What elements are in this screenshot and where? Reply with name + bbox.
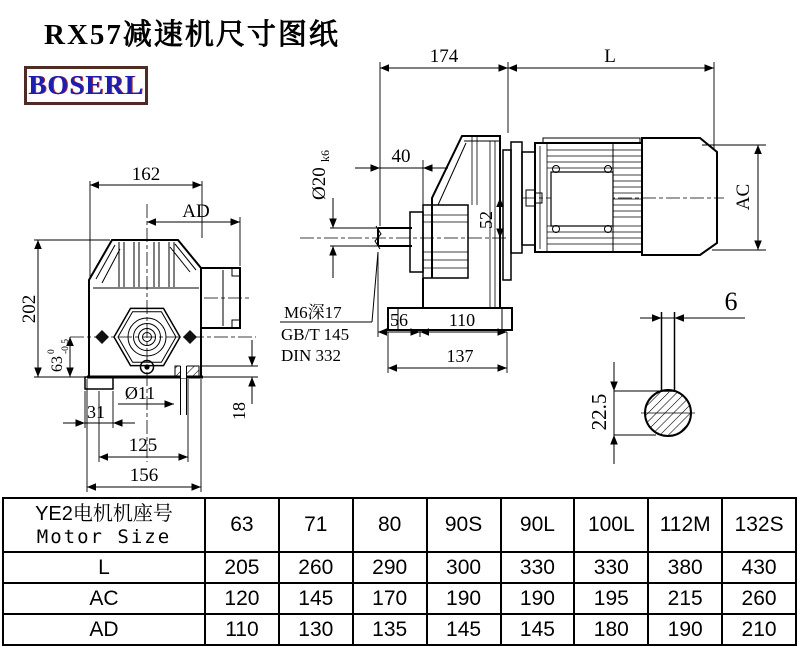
cell: 135 [353, 614, 427, 645]
motor-nameplate [551, 172, 613, 226]
cell: 170 [353, 583, 427, 614]
svg-text:Ø20: Ø20 [309, 167, 330, 200]
standard-din: DIN 332 [281, 346, 341, 365]
cell: 130 [279, 614, 353, 645]
front-view [19, 164, 258, 492]
dim-l-label: L [604, 46, 616, 67]
dim-40-label: 40 [391, 146, 411, 167]
dim-56-label: 56 [390, 310, 408, 330]
row-label: L [3, 552, 205, 583]
header-en: Motor Size [36, 526, 172, 548]
page-title: RX57减速机尺寸图纸 [44, 19, 340, 51]
dim-ad-label: AD [182, 201, 210, 222]
dim-137-label: 137 [446, 346, 474, 366]
bolt-marker-left [95, 330, 109, 344]
col-header: 100L [574, 498, 648, 552]
dim-125-label: 125 [128, 435, 158, 456]
dim-22-5-label: 22.5 [587, 393, 611, 431]
table-row-L [3, 552, 796, 583]
table-row-AD [3, 614, 796, 645]
cell: 260 [722, 583, 796, 614]
cell: 180 [574, 614, 648, 645]
standard-gbt: GB/T 145 [281, 325, 350, 344]
col-header: 80 [353, 498, 427, 552]
side-view [280, 46, 766, 373]
cell: 195 [574, 583, 648, 614]
cell: 145 [427, 614, 501, 645]
dim-156-label: 156 [129, 465, 159, 486]
dim-ac-label: AC [733, 183, 754, 211]
svg-text:63: 63 [49, 356, 66, 372]
col-header: 90L [501, 498, 575, 552]
col-header: 90S [427, 498, 501, 552]
col-header: 63 [205, 498, 279, 552]
header-cn: YE2电机机座号 [35, 503, 173, 525]
dim-110-label: 110 [448, 310, 476, 330]
bolt-marker-right [183, 330, 197, 344]
col-header: 71 [279, 498, 353, 552]
svg-text:k6: k6 [318, 150, 332, 162]
brand-logo-text: BOSERL [28, 70, 144, 100]
cell: 210 [722, 614, 796, 645]
dim-31-label: 31 [87, 402, 105, 422]
cell: 190 [648, 614, 722, 645]
svg-text:0: 0 [47, 349, 57, 354]
cell: 330 [574, 552, 648, 583]
cell: 190 [427, 583, 501, 614]
cell: 145 [279, 583, 353, 614]
motor-size-table [2, 497, 797, 646]
cell: 110 [205, 614, 279, 645]
dim-63-label [47, 339, 71, 372]
cell: 300 [427, 552, 501, 583]
cell: 205 [205, 552, 279, 583]
shaft-section-view [587, 287, 745, 464]
table-header-motor-size [3, 498, 205, 552]
cell: 290 [353, 552, 427, 583]
cell: 145 [501, 614, 575, 645]
col-header: 132S [722, 498, 796, 552]
dim-52-label: 52 [476, 211, 496, 229]
dim-o11-label: Ø11 [124, 383, 156, 403]
cell: 430 [722, 552, 796, 583]
row-label: AD [3, 614, 205, 645]
dim-202-label: 202 [19, 294, 40, 324]
cell: 190 [501, 583, 575, 614]
dim-18-label: 18 [229, 402, 249, 420]
table-header-row [3, 498, 796, 552]
thread-note: M6深17 [284, 303, 342, 322]
cell: 215 [648, 583, 722, 614]
cell: 260 [279, 552, 353, 583]
dim-6-label: 6 [724, 287, 738, 316]
cell: 120 [205, 583, 279, 614]
row-label: AC [3, 583, 205, 614]
cell: 380 [648, 552, 722, 583]
svg-text:-0.5: -0.5 [61, 338, 71, 354]
col-header: 112M [648, 498, 722, 552]
shaft-dia-label [309, 150, 332, 200]
table-row-AC [3, 583, 796, 614]
dim-162-label: 162 [131, 164, 161, 185]
dim-174-label: 174 [429, 46, 459, 67]
cell: 330 [501, 552, 575, 583]
